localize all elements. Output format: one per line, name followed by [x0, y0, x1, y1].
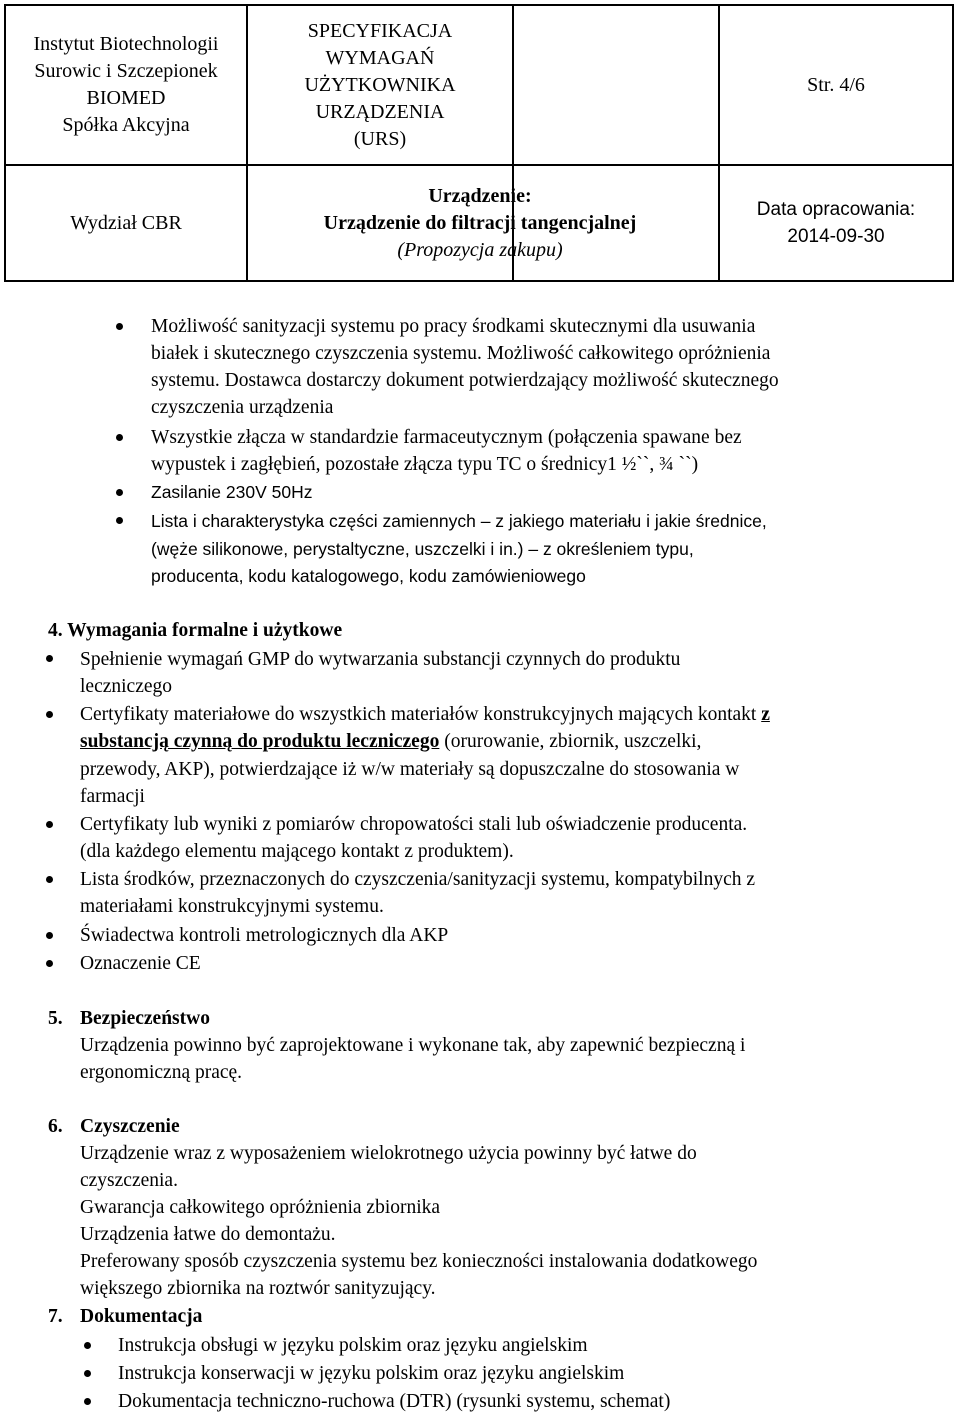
- text-line: ergonomiczną pracę.: [80, 1062, 243, 1083]
- date-label: Data opracowania:: [756, 199, 916, 220]
- text-line: leczniczego: [80, 676, 173, 697]
- section-number: 5.: [48, 1008, 63, 1029]
- device-note: (Propozycja zakupu): [397, 238, 563, 261]
- text-line: Urządzenia powinno być zaprojektowane i wykonane tak, aby zapewnić bezpieczną i: [80, 1035, 746, 1056]
- text-line: Preferowany sposób czyszczenia systemu bez konieczności instalowania dodatkowego: [80, 1251, 758, 1272]
- text-line: Oznaczenie CE: [80, 953, 201, 974]
- title-line: SPECYFIKACJA: [307, 19, 453, 42]
- dept-label: Wydział CBR: [70, 211, 182, 234]
- bullet: [84, 1342, 91, 1349]
- underlined-text: z: [761, 704, 770, 725]
- device-name: Urządzenie do filtracji tangencjalnej: [323, 211, 637, 234]
- text-line: czyszczenia.: [80, 1170, 178, 1191]
- bullet: [46, 711, 53, 718]
- text-line: czyszczenia urządzenia: [151, 397, 334, 418]
- text-line: (węże silikonowe, perystaltyczne, uszczelki i in.) – z określeniem typu,: [151, 539, 694, 559]
- section-number: 7.: [48, 1306, 63, 1327]
- text-line: farmacji: [80, 786, 145, 807]
- section-heading: Czyszczenie: [80, 1116, 180, 1137]
- text-line: Zasilanie 230V 50Hz: [151, 482, 313, 502]
- date-value: 2014-09-30: [787, 226, 885, 247]
- document-title: [248, 6, 512, 164]
- text-line: wypustek i zagłębień, pozostałe złącza typu TC o średnicy1 ½``, ¾ ``): [151, 454, 699, 475]
- list-item: Dokumentacja techniczno-ruchowa (DTR) (rysunki systemu, schemat): [118, 1391, 671, 1412]
- text-line: Gwarancja całkowitego opróżnienia zbiornika: [80, 1197, 441, 1218]
- device-info: [248, 166, 712, 280]
- text-line: przewody, AKP), potwierdzające iż w/w materiały są dopuszczalne do stosowania w: [80, 759, 740, 780]
- text-line: większego zbiornika na roztwór sanityzujący.: [80, 1278, 436, 1299]
- org-line: Spółka Akcyjna: [62, 114, 190, 136]
- date-info: [720, 166, 952, 280]
- bullet: [116, 434, 123, 441]
- text-line: (dla każdego elementu mającego kontakt z produktem).: [80, 841, 514, 862]
- section-number: 6.: [48, 1116, 63, 1137]
- text-line: Certyfikaty lub wyniki z pomiarów chropowatości stali lub oświadczenie producenta.: [80, 814, 748, 835]
- title-line: (URS): [353, 127, 407, 150]
- bullet: [46, 655, 53, 662]
- text-line: materiałami konstrukcyjnymi systemu.: [80, 896, 384, 917]
- section-heading: Dokumentacja: [80, 1306, 203, 1327]
- org-line: Instytut Biotechnologii: [33, 33, 219, 55]
- text-line: [80, 701, 770, 728]
- org-line: Surowic i Szczepionek: [34, 60, 218, 82]
- title-line: URZĄDZENIA: [315, 100, 445, 123]
- title-line: WYMAGAŃ UŻYTKOWNIKA: [304, 46, 456, 96]
- text-line: producenta, kodu katalogowego, kodu zamówieniowego: [151, 566, 586, 586]
- bullet: [116, 489, 123, 496]
- list-item: Instrukcja obsługi w języku polskim oraz języku angielskim: [118, 1335, 588, 1356]
- text-line: Urządzenie wraz z wyposażeniem wielokrotnego użycia powinny być łatwe do: [80, 1143, 697, 1164]
- org-line: BIOMED: [86, 87, 166, 109]
- page-label: Str. 4/6: [807, 73, 865, 96]
- text-line: Świadectwa kontroli metrologicznych dla AKP: [80, 925, 449, 946]
- text-line: Lista środków, przeznaczonych do czyszczenia/sanityzacji systemu, kompatybilnych z: [80, 869, 756, 890]
- text-line: Możliwość sanityzacji systemu po pracy środkami skutecznymi dla usuwania: [151, 316, 756, 337]
- text-line: białek i skutecznego czyszczenia systemu. Możliwość całkowitego opróżnienia: [151, 343, 771, 364]
- text-span: Certyfikaty materiałowe do wszystkich materiałów konstrukcyjnych mających kontakt: [80, 704, 762, 725]
- department: [6, 166, 246, 280]
- bullet: [46, 876, 53, 883]
- bullet: [46, 932, 53, 939]
- bullet: [46, 960, 53, 967]
- organization-name: [6, 6, 246, 164]
- list-item: Instrukcja konserwacji w języku polskim oraz języku angielskim: [118, 1363, 625, 1384]
- page-number: [720, 6, 952, 164]
- section-heading: Bezpieczeństwo: [80, 1008, 210, 1029]
- document-header: [4, 4, 954, 282]
- bullet: [116, 323, 123, 330]
- text-line: Wszystkie złącza w standardzie farmaceutycznym (połączenia spawane bez: [151, 427, 742, 448]
- text-line: Lista i charakterystyka części zamiennych – z jakiego materiału i jakie średnice,: [151, 511, 767, 531]
- underlined-text: substancją czynną do produktu leczniczego: [80, 731, 440, 752]
- bullet: [46, 821, 53, 828]
- text-line: Urządzenia łatwe do demontażu.: [80, 1224, 336, 1245]
- bullet: [116, 517, 123, 524]
- section-heading: 4. Wymagania formalne i użytkowe: [48, 620, 343, 641]
- text-line: Spełnienie wymagań GMP do wytwarzania substancji czynnych do produktu: [80, 649, 681, 670]
- bullet: [84, 1370, 91, 1377]
- text-line: systemu. Dostawca dostarczy dokument potwierdzający możliwość skutecznego: [151, 370, 779, 391]
- device-label: Urządzenie:: [428, 184, 532, 207]
- bullet: [84, 1398, 91, 1405]
- text-line: [80, 728, 701, 755]
- text-span: (orurowanie, zbiornik, uszczelki,: [439, 731, 702, 752]
